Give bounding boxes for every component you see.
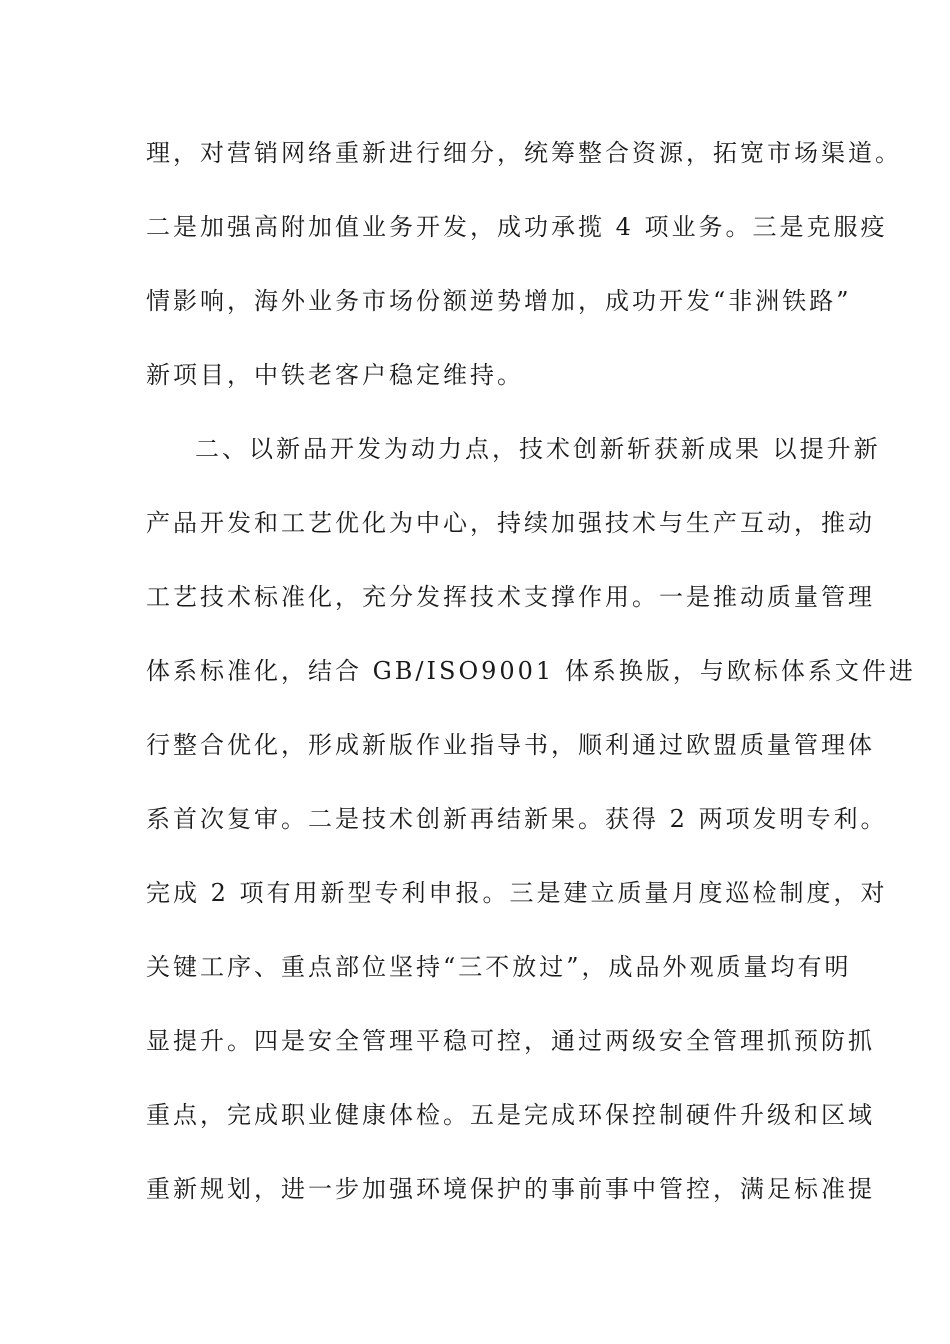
text-line: 显提升。四是安全管理平稳可控，通过两级安全管理抓预防抓 <box>146 1027 875 1055</box>
text-line: 重点，完成职业健康体检。五是完成环保控制硬件升级和区域 <box>146 1101 875 1129</box>
text-line: 体系标准化，结合 GB/ISO9001 体系换版，与欧标体系文件进 <box>146 657 916 685</box>
text-line: 二是加强高附加值业务开发，成功承揽 4 项业务。三是克服疫 <box>146 213 888 241</box>
text-line: 完成 2 项有用新型专利申报。三是建立质量月度巡检制度，对 <box>146 879 888 907</box>
text-line: 新项目，中铁老客户稳定维持。 <box>146 361 524 389</box>
text-line: 重新规划，进一步加强环境保护的事前事中管控，满足标准提 <box>146 1175 875 1203</box>
text-line: 工艺技术标准化，充分发挥技术支撑作用。一是推动质量管理 <box>146 583 875 611</box>
text-line: 系首次复审。二是技术创新再结新果。获得 2 两项发明专利。 <box>146 805 888 833</box>
text-line: 关键工序、重点部位坚持“三不放过”，成品外观质量均有明 <box>146 953 852 981</box>
text-line: 行整合优化，形成新版作业指导书，顺利通过欧盟质量管理体 <box>146 731 875 759</box>
text-line: 产品开发和工艺优化为中心，持续加强技术与生产互动，推动 <box>146 509 875 537</box>
text-line: 理，对营销网络重新进行细分，统筹整合资源，拓宽市场渠道。 <box>146 139 902 167</box>
section-heading-line: 二、以新品开发为动力点，技术创新斩获新成果 以提升新 <box>195 435 881 463</box>
text-line: 情影响，海外业务市场份额逆势增加，成功开发“非洲铁路” <box>146 287 852 315</box>
